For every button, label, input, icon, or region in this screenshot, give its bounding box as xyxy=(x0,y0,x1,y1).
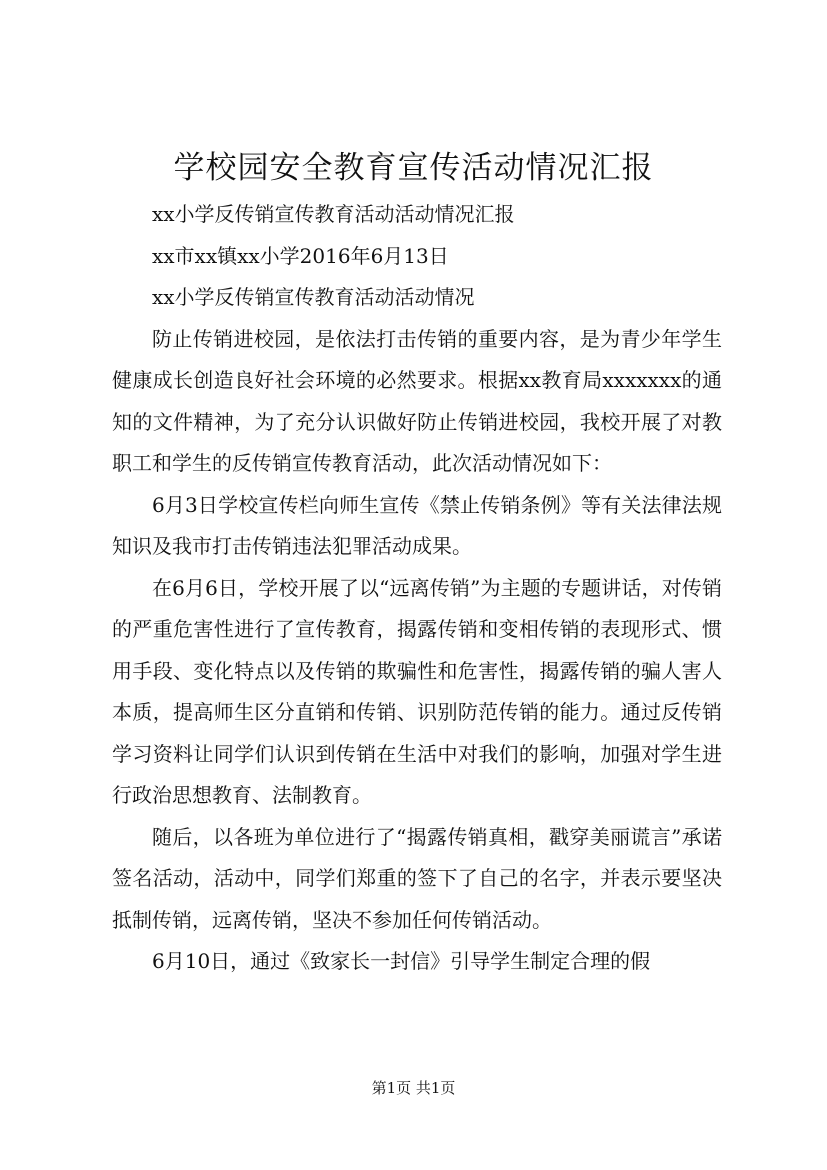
paragraph-june-3: 6月3日学校宣传栏向师生宣传《禁止传销条例》等有关法律法规知识及我市打击传销违法犯罪活动成果。 xyxy=(112,492,722,558)
report-heading-line: xx小学反传销宣传教育活动活动情况汇报 xyxy=(152,202,515,226)
report-subheading-line: xx小学反传销宣传教育活动活动情况 xyxy=(152,285,475,309)
report-date-line: xx市xx镇xx小学2016年6月13日 xyxy=(152,243,449,268)
paragraph-june-6: 在6月6日，学校开展了以“远离传销”为主题的专题讲话，对传销的严重危害性进行了宣传教育，揭露传销和变相传销的表现形式、惯用手段、变化特点以及传销的欺骗性和危害性，揭露传销的骗人害人本质，提高师生区分直销和传销、识别防范传销的能力。通过反传销学习资料让同学们认识到传销在生活中对我们的影响，加强对学生进行政治思想教育、法制教育。 xyxy=(112,575,722,807)
paragraph-signing-activity: 随后，以各班为单位进行了“揭露传销真相，戳穿美丽谎言”承诺签名活动，活动中，同学们郑重的签下了自己的名字，并表示要坚决抵制传销，远离传销，坚决不参加任何传销活动。 xyxy=(112,824,722,932)
document-body xyxy=(112,194,722,983)
paragraph-intro: 防止传销进校园，是依法打击传销的重要内容，是为青少年学生健康成长创造良好社会环境的必然要求。根据xx教育局xxxxxxx的通知的文件精神，为了充分认识做好防止传销进校园，我校开展了对教职工和学生的反传销宣传教育活动，此次活动情况如下： xyxy=(112,326,722,475)
page-footer: 第1页 共1页 xyxy=(371,1079,456,1097)
paragraph-june-10: 6月10日，通过《致家长一封信》引导学生制定合理的假 xyxy=(152,949,651,973)
document-title: 学校园安全教育宣传活动情况汇报 xyxy=(173,150,654,186)
